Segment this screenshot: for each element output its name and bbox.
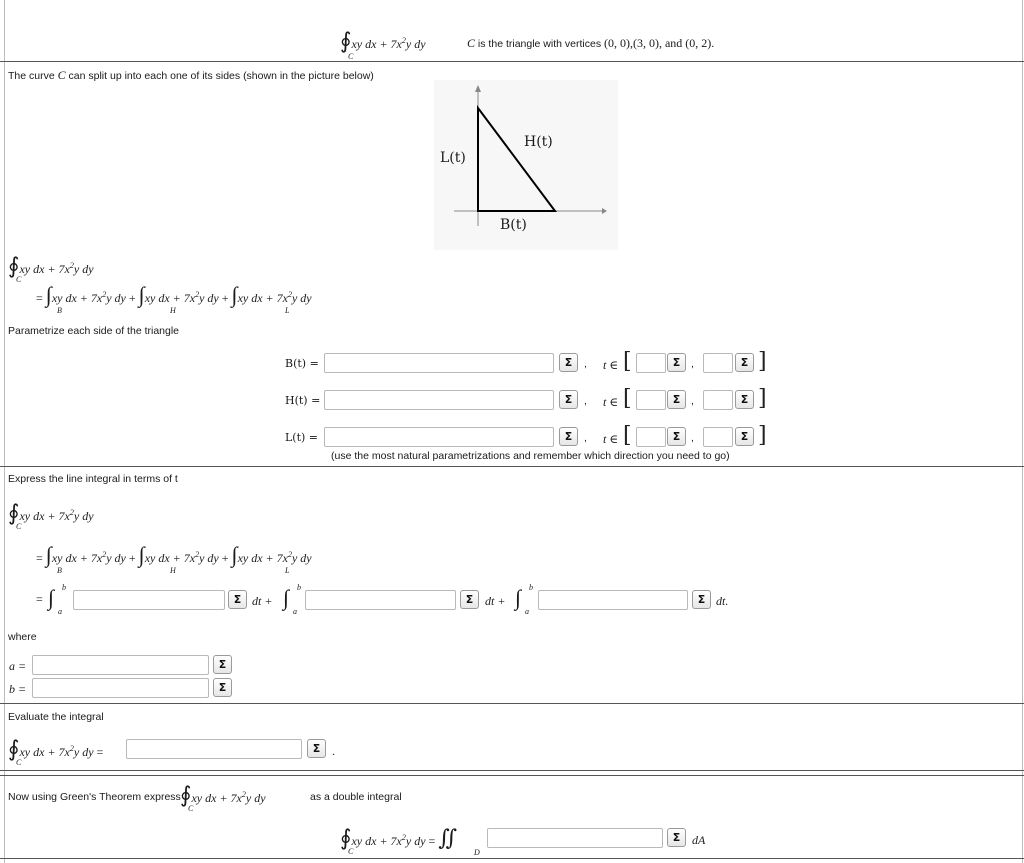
label-b: B(t) [500,217,527,233]
b-lower-sigma-button[interactable]: Σ [667,353,686,372]
l-upper-sigma-button[interactable]: Σ [735,427,754,446]
header-description: C is the triangle with vertices (0, 0),(3, 0), and (0, 2). [467,36,715,50]
lower-a: a [525,607,529,616]
a-sigma-button[interactable]: Σ [213,655,232,674]
left-border [4,0,5,863]
comma: , [584,395,587,407]
green-integrand-input[interactable] [487,828,663,848]
green-integral: ∮xy dx + $7x^2y$ dy C [180,782,266,813]
b-param-input[interactable] [324,353,554,373]
sub-h: H [170,566,176,575]
b-lower-input[interactable] [636,353,666,373]
h-upper-sigma-button[interactable]: Σ [735,390,754,409]
h-param-sigma-button[interactable]: Σ [559,390,578,409]
label-h: H(t) [524,134,553,150]
close-bracket: ] [758,423,767,448]
comma: , [691,395,694,407]
lower-a: a [293,607,297,616]
green-heading: Now using Green's Theorem express [8,791,181,803]
open-bracket: [ [623,349,632,374]
split-lhs: ∮xy dx + $7x^2y$ dy C [8,253,94,284]
open-bracket: [ [623,386,632,411]
l-lower-sigma-button[interactable]: Σ [667,427,686,446]
b-upper-sigma-button[interactable]: Σ [735,353,754,372]
dt-end: dt. [716,594,729,608]
dt-plus: dt + [252,594,273,608]
h-label: H(t) = [285,394,321,407]
a-label: a = [9,659,27,673]
dA: dA [692,833,706,847]
integrand-h-sigma-button[interactable]: Σ [460,590,479,609]
period: . [332,744,335,758]
l-param-sigma-button[interactable]: Σ [559,427,578,446]
b-input[interactable] [32,678,209,698]
express-split: = ∫xy dx + $7x^2y$ dy + ∫xy dx + $7x^2y$ dy + ∫xy dx + $7x^2y$ dy [36,542,312,567]
h-upper-input[interactable] [703,390,733,410]
a-input[interactable] [32,655,209,675]
close-bracket: ] [758,349,767,374]
b-label: B(t) = [285,357,319,370]
h-lower-input[interactable] [636,390,666,410]
sub-b: B [57,306,62,315]
triangle-figure [434,80,618,250]
y-axis-arrow [475,85,481,92]
b-param-sigma-button[interactable]: Σ [559,353,578,372]
x-axis-arrow [602,208,607,214]
express-heading: Express the line integral in terms of t [8,473,178,485]
h-param-input[interactable] [324,390,554,410]
dt-plus: dt + [485,594,506,608]
comma: , [584,432,587,444]
integrand-b-sigma-button[interactable]: Σ [228,590,247,609]
green-lhs: ∮xy dx + $7x^2y$ dy = ∬ C [340,825,458,856]
close-bracket: ] [758,386,767,411]
sub-l: L [285,306,290,315]
upper-b: b [529,583,533,592]
split-rhs: = ∫xy dx + $7x^2y$ dy + ∫xy dx + $7x^2y$ dy + ∫xy dx + $7x^2y$ dy [36,282,312,307]
b-label-eq: b = [9,682,27,696]
comma: , [691,432,694,444]
evaluate-sigma-button[interactable]: Σ [307,739,326,758]
right-border [1022,0,1023,863]
label-l: L(t) [440,150,466,166]
t-integral-2: ∫ [283,585,290,610]
sub-h: H [170,306,176,315]
l-param-input[interactable] [324,427,554,447]
triangle [478,108,555,211]
green-sigma-button[interactable]: Σ [667,828,686,847]
evaluate-heading: Evaluate the integral [8,711,104,723]
green-tail: as a double integral [310,791,402,803]
sub-b: B [57,566,62,575]
lower-a: a [58,607,62,616]
h-lower-sigma-button[interactable]: Σ [667,390,686,409]
t-in: t ∈ [603,432,619,446]
open-bracket: [ [623,423,632,448]
upper-b: b [297,583,301,592]
divider [0,466,1024,467]
upper-b: b [62,583,66,592]
intro-text: The curve C can split up into each one of its sides (shown in the picture below) [8,68,374,82]
divider [0,858,1024,859]
integrand-l-sigma-button[interactable]: Σ [692,590,711,609]
t-integral-1: ∫ [48,585,55,610]
l-label: L(t) = [285,431,319,444]
express-lhs: ∮xy dx + $7x^2y$ dy C [8,500,94,531]
integrand-b-input[interactable] [73,590,225,610]
comma: , [584,358,587,370]
param-heading: Parametrize each side of the triangle [8,325,180,337]
divider [0,775,1024,776]
eq-sign: = [36,592,43,606]
header-integral: ∮xy dx + $7x^2y$ dy C [340,28,426,61]
region-d: D [474,848,480,857]
param-note: (use the most natural parametrizations and remember which direction you need to go) [331,450,730,462]
t-in: t ∈ [603,358,619,372]
divider [0,770,1024,771]
l-lower-input[interactable] [636,427,666,447]
b-sigma-button[interactable]: Σ [213,678,232,697]
b-upper-input[interactable] [703,353,733,373]
integrand-h-input[interactable] [305,590,456,610]
where-text: where [8,631,37,643]
evaluate-lhs: ∮xy dx + $7x^2y$ dy = C [8,736,104,767]
divider [0,703,1024,704]
comma: , [691,358,694,370]
sub-l: L [285,566,290,575]
t-in: t ∈ [603,395,619,409]
t-integral-3: ∫ [515,585,522,610]
evaluate-input[interactable] [126,739,302,759]
divider [0,61,1024,62]
integrand-l-input[interactable] [538,590,688,610]
l-upper-input[interactable] [703,427,733,447]
